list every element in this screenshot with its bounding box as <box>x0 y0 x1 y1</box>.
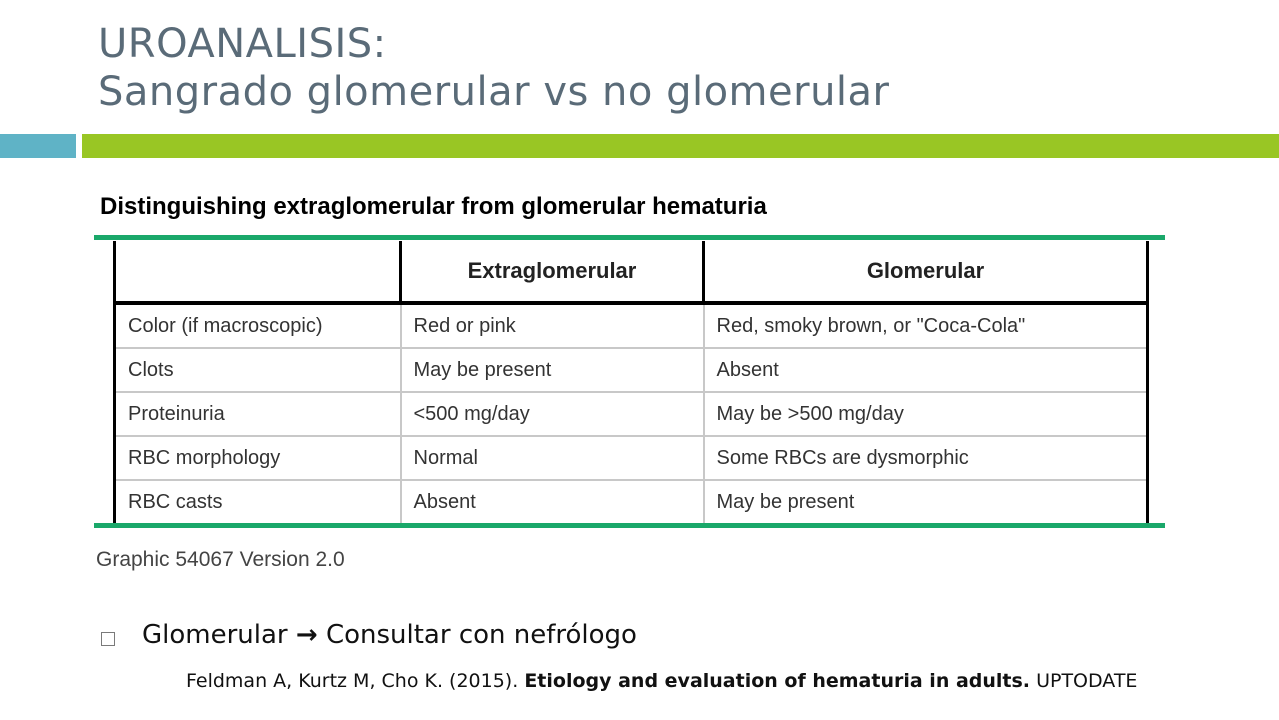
bullet-item <box>142 620 637 650</box>
bullet-left-text: Glomerular <box>142 620 288 650</box>
table-row <box>115 392 1148 436</box>
table-cell: <500 mg/day <box>401 392 704 436</box>
table-bottom-rule <box>94 523 1165 528</box>
reference-title: Etiology and evaluation of hematuria in adults. <box>524 670 1031 692</box>
table-row <box>115 436 1148 480</box>
table-cell: Color (if macroscopic) <box>115 303 401 348</box>
table-cell: May be present <box>401 348 704 392</box>
table-cell: Red or pink <box>401 303 704 348</box>
bullet-square-icon <box>101 632 115 646</box>
header-cell <box>115 241 401 303</box>
table-header-row <box>115 241 1148 303</box>
table-cell: RBC casts <box>115 480 401 524</box>
table-cell: Absent <box>401 480 704 524</box>
reference-authors: Feldman A, Kurtz M, Cho K. (2015). <box>186 670 519 692</box>
header-cell: Extraglomerular <box>401 241 704 303</box>
right-arrow-icon: → <box>295 620 318 650</box>
table-cell: Clots <box>115 348 401 392</box>
reference-source: UPTODATE <box>1036 670 1138 692</box>
table-top-rule <box>94 235 1165 240</box>
table-cell: Red, smoky brown, or "Coca-Cola" <box>704 303 1148 348</box>
table-row <box>115 480 1148 524</box>
reference <box>186 670 1137 692</box>
table-cell: Proteinuria <box>115 392 401 436</box>
slide-title-line1: UROANALISIS: <box>98 21 387 67</box>
accent-bar-blue <box>0 134 76 158</box>
slide-title-line2: Sangrado glomerular vs no glomerular <box>98 69 890 115</box>
table-cell: RBC morphology <box>115 436 401 480</box>
table-title: Distinguishing extraglomerular from glomerular hematuria <box>100 193 767 220</box>
table-row <box>115 348 1148 392</box>
accent-bar-green <box>82 134 1279 158</box>
table-cell: Some RBCs are dysmorphic <box>704 436 1148 480</box>
graphic-version-note: Graphic 54067 Version 2.0 <box>96 548 345 571</box>
table-cell: May be >500 mg/day <box>704 392 1148 436</box>
header-cell: Glomerular <box>704 241 1148 303</box>
table-row <box>115 303 1148 348</box>
table-cell: Normal <box>401 436 704 480</box>
table-cell: May be present <box>704 480 1148 524</box>
hematuria-table <box>113 241 1149 525</box>
slide-title <box>98 20 890 116</box>
table-cell: Absent <box>704 348 1148 392</box>
bullet-right-text: Consultar con nefrólogo <box>325 620 637 650</box>
